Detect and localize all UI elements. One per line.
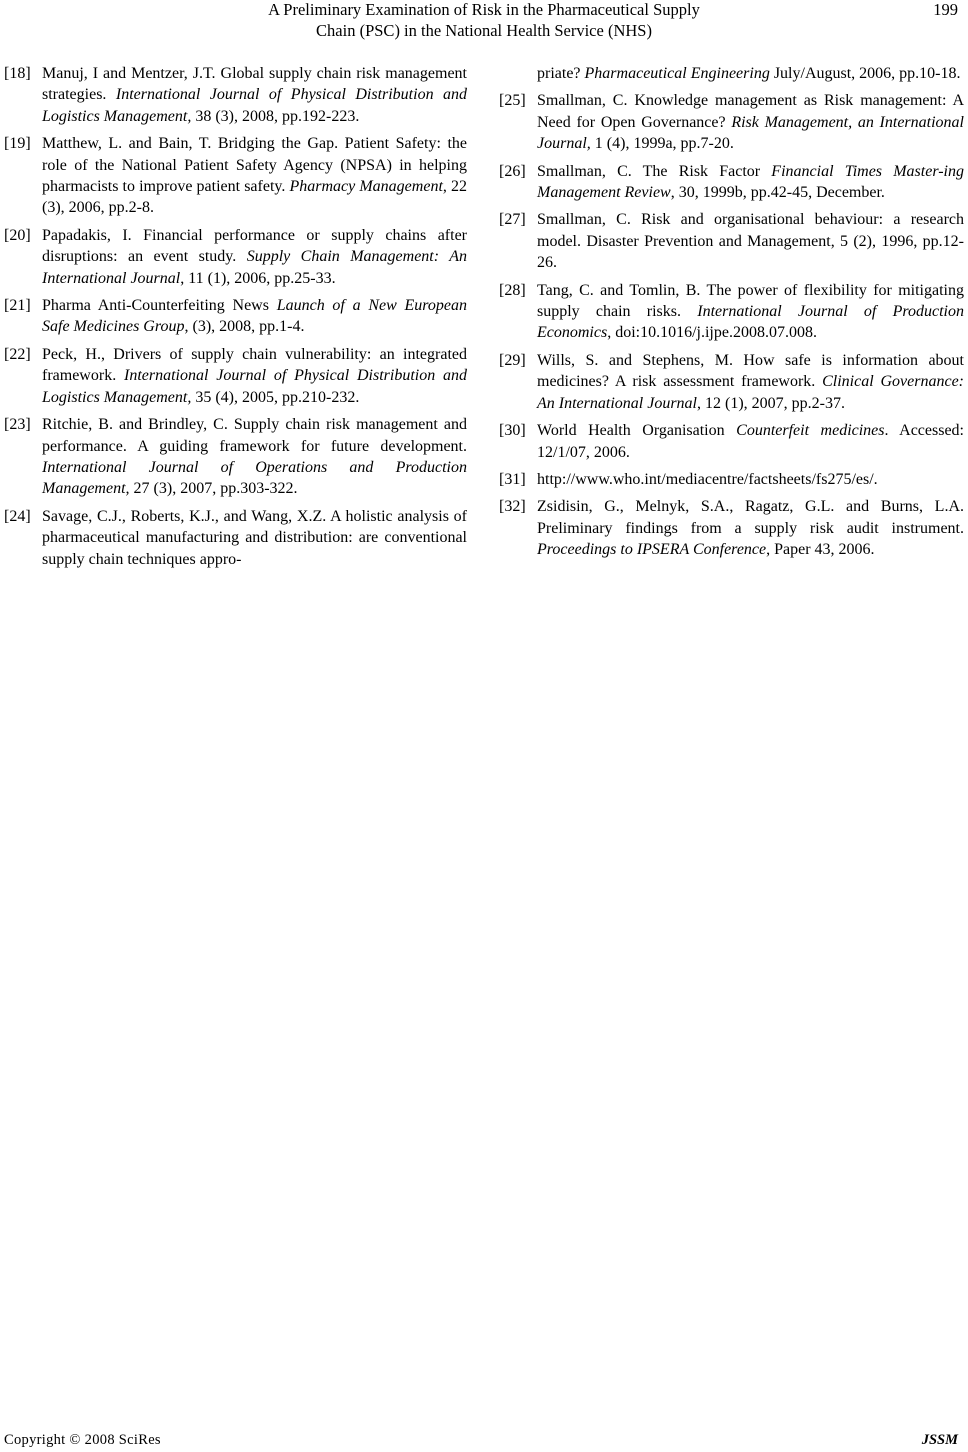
page-footer — [0, 1430, 968, 1450]
reference-text: Smallman, C. The Risk Factor — [537, 162, 772, 180]
reference-text: 1 (4), 1999a, pp.7-20. — [590, 135, 734, 153]
reference-number: [22] — [4, 345, 31, 363]
reference-body — [537, 90, 964, 154]
reference-entry — [4, 63, 467, 127]
reference-text: World Health Organisation — [537, 422, 737, 440]
reference-number: [20] — [4, 226, 31, 244]
reference-body — [537, 496, 964, 560]
reference-italic-text: Supply Chain Management: An International Journal — [42, 248, 467, 287]
reference-number: [30] — [499, 422, 526, 440]
references-right-column — [499, 63, 964, 567]
reference-body — [42, 133, 467, 219]
reference-number: [29] — [499, 351, 526, 369]
reference-text: Smallman, C. Risk and organisational behaviour: a research model. Disaster Prevention and Management, 5 (2), 1996, pp.12-26. — [537, 211, 964, 272]
reference-number: [18] — [4, 65, 31, 82]
reference-number: [32] — [499, 498, 526, 516]
reference-number: [19] — [4, 135, 31, 153]
reference-text: , 30, 1999b, pp.42-45, December. — [670, 184, 885, 202]
reference-body — [537, 209, 964, 273]
reference-entry — [4, 414, 467, 500]
reference-number: [25] — [499, 92, 526, 110]
reference-body — [537, 280, 964, 344]
reference-text: , Paper 43, 2006. — [766, 541, 875, 559]
reference-entry — [499, 90, 964, 154]
reference-entry — [499, 280, 964, 344]
reference-entry — [4, 506, 467, 570]
reference-italic-text: International Journal of Physical Distribution and Logistics Management, — [42, 367, 468, 406]
reference-body — [42, 506, 467, 570]
reference-italic-text: Counterfeit medicines — [736, 422, 885, 440]
reference-text: Savage, C.J., Roberts, K.J., and Wang, X.Z. A holistic analysis of pharmaceutical manufacturing and distribution: are conventional supply chain techniques appro- — [42, 507, 467, 568]
reference-number: [23] — [4, 416, 31, 434]
reference-number: [26] — [499, 162, 526, 180]
header-title-line-1: A Preliminary Examination of Risk in the Pharmaceutical Supply — [268, 0, 700, 19]
reference-text: , doi:10.1016/j.ijpe.2008.07.008. — [607, 324, 817, 342]
reference-body — [42, 344, 467, 408]
reference-entry — [499, 496, 964, 560]
reference-24-continuation — [499, 63, 964, 84]
reference-entry — [4, 133, 467, 219]
reference-text: Papadakis, I. Financial performance or supply chains after disruptions: an event study. — [42, 226, 467, 266]
reference-number: [31] — [499, 470, 526, 488]
reference-text: Ritchie, B. and Brindley, C. Supply chain risk management and performance. A guiding framework for future development. — [42, 416, 467, 455]
reference-text: http://www.who.int/mediacentre/factsheets/fs275/es/. — [537, 470, 878, 488]
journal-abbreviation: JSSM — [921, 1432, 958, 1448]
reference-italic-text: International Journal of Operations and Production Management, — [42, 458, 467, 498]
reference-text: Smallman, C. Knowledge management as Risk management: A Need for Open Governance? — [537, 92, 964, 131]
reference-text: priate? — [537, 65, 585, 82]
reference-entry — [499, 469, 964, 490]
reference-italic-text: International Journal of Physical Distribution and Logistics Management, — [42, 86, 468, 125]
reference-entry — [4, 295, 467, 338]
reference-entry — [499, 350, 964, 414]
reference-text: Wills, S. and Stephens, M. How safe is information about medicines? A risk assessment framework. — [537, 351, 964, 391]
reference-text: , 11 (1), 2006, pp.25-33. — [180, 269, 336, 287]
header-title-line-2: Chain (PSC) in the National Health Service (NHS) — [316, 21, 652, 40]
reference-body — [537, 420, 964, 463]
reference-text: , (3), 2008, pp.1-4. — [184, 318, 305, 336]
running-header — [0, 0, 968, 46]
reference-number: [27] — [499, 211, 526, 229]
reference-text: Pharma Anti-Counterfeiting News — [42, 297, 277, 315]
reference-body — [537, 469, 964, 490]
reference-italic-text: Pharmaceutical Engineering — [584, 65, 770, 82]
reference-body — [537, 161, 964, 204]
reference-text: 27 (3), 2007, pp.303-322. — [129, 480, 298, 498]
reference-italic-text: Pharmacy Management — [289, 178, 443, 196]
reference-italic-text: International Journal of Production Economics — [537, 303, 964, 342]
references-left-column — [4, 63, 467, 576]
reference-text: Manuj, I and Mentzer, J.T. Global supply chain risk management strategies. — [42, 65, 467, 104]
reference-text: , 22 (3), 2006, pp.2-8. — [42, 178, 468, 217]
reference-body — [42, 295, 467, 338]
reference-entry — [4, 225, 467, 289]
reference-text: 35 (4), 2005, pp.210-232. — [191, 388, 360, 406]
copyright-notice: Copyright © 2008 SciRes — [4, 1432, 161, 1448]
reference-body — [42, 414, 467, 500]
reference-italic-text: Proceedings to IPSERA Conference — [537, 541, 767, 559]
reference-body — [537, 350, 964, 414]
reference-italic-text: Clinical Governance: An International Journal — [537, 373, 964, 412]
reference-italic-text: Risk Management, an International Journal, — [537, 113, 964, 153]
reference-text: Matthew, L. and Bain, T. Bridging the Gap. Patient Safety: the role of the National Patient Safety Agency (NPSA) in helping pharmacists to improve patient safety. — [42, 135, 467, 196]
reference-text: Peck, H., Drivers of supply chain vulnerability: an integrated framework. — [42, 345, 467, 385]
page-number: 199 — [933, 0, 958, 19]
reference-number: [24] — [4, 507, 31, 525]
reference-italic-text: Financial Times Master-ing Management Review — [537, 162, 965, 202]
reference-entry — [499, 420, 964, 463]
reference-text: 38 (3), 2008, pp.192-223. — [191, 107, 360, 125]
reference-text: . Accessed: 12/1/07, 2006. — [537, 422, 965, 461]
reference-entry — [4, 344, 467, 408]
reference-text: July/August, 2006, pp.10-18. — [769, 65, 961, 82]
reference-body — [42, 225, 467, 289]
reference-text: Tang, C. and Tomlin, B. The power of flexibility for mitigating supply chain risks. — [537, 281, 964, 321]
reference-text: , 12 (1), 2007, pp.2-37. — [696, 394, 845, 412]
reference-entry — [499, 209, 964, 273]
reference-number: [28] — [499, 281, 526, 299]
reference-number: [21] — [4, 297, 31, 315]
reference-body — [42, 63, 467, 127]
reference-italic-text: Launch of a New European Safe Medicines Group — [42, 297, 468, 336]
reference-entry — [499, 161, 964, 204]
reference-text: Zsidisin, G., Melnyk, S.A., Ragatz, G.L. and Burns, L.A. Preliminary findings from a supply risk audit instrument. — [537, 498, 964, 537]
